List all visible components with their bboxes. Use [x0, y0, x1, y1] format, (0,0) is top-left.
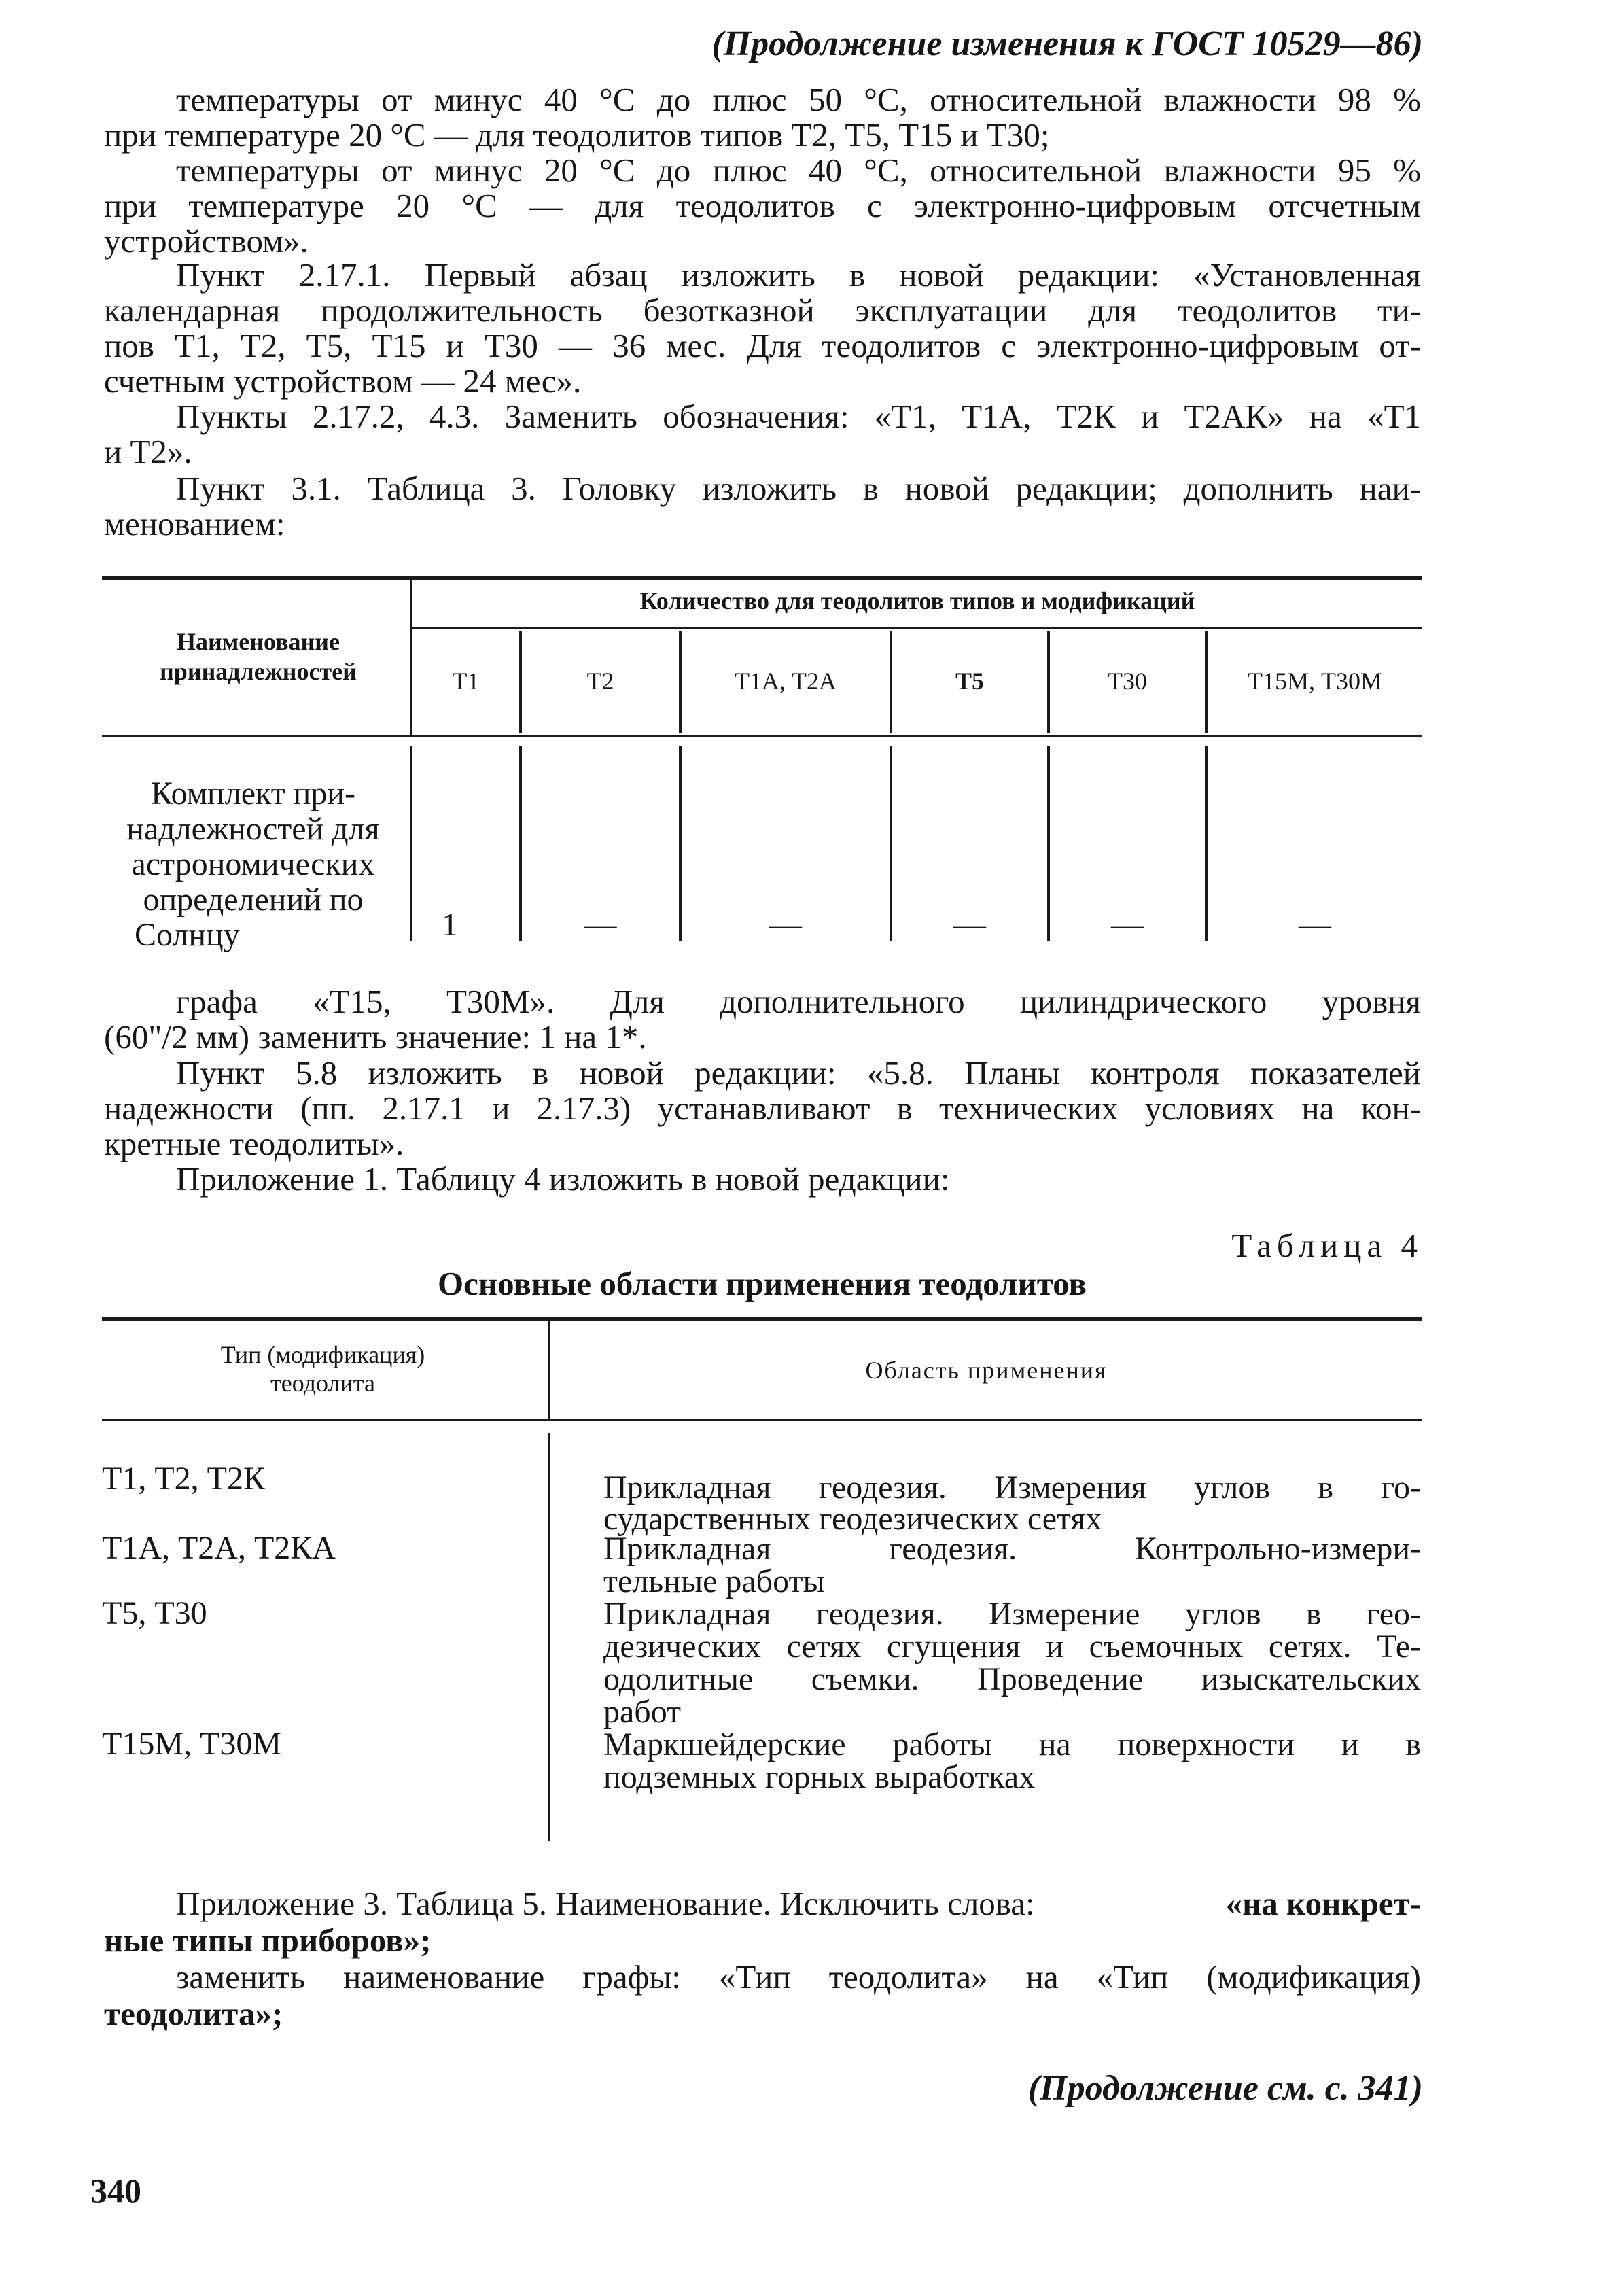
- p2171-line-4: счетным устройством — 24 мес».: [104, 362, 582, 400]
- table4-row-2-area-line-2: тельные работы: [603, 1563, 825, 1599]
- p2171-line-2: календарная продолжительность безотказной эксплуатации для теодолитов ти-: [104, 292, 1421, 329]
- intro-line-2: при температуре 20 °С — для теодолитов типов Т2, Т5, Т15 и Т30;: [104, 116, 1050, 154]
- intro-line-5: устройством».: [104, 222, 309, 260]
- table4-title: Основные области применения теодолитов: [438, 1265, 1087, 1302]
- table3-row-name: [102, 776, 404, 953]
- table3-value-t5: —: [953, 907, 986, 943]
- intro-line-4: при температуре 20 °С — для теодолитов с электронно-цифровым отсчетным: [104, 187, 1421, 224]
- table3-group-rule: [412, 627, 1422, 629]
- table4-top-rule: [102, 1317, 1422, 1321]
- table3-value-t30: —: [1111, 907, 1144, 943]
- table3-value-t1a-t2a: —: [769, 907, 802, 943]
- table4-row-3-area-line-4: работ: [603, 1694, 682, 1730]
- table4-row-1-area-line-1: Прикладная геодезия. Измерения углов в го-: [603, 1469, 1421, 1506]
- table4-row-4-area-line-2: подземных горных выработках: [603, 1759, 1036, 1795]
- table4-row-4-type: Т15М, Т30М: [102, 1726, 281, 1762]
- p58-line-1: Пункт 5.8 изложить в новой редакции: «5.8. Планы контроля показателей: [176, 1054, 1421, 1092]
- p58-line-2: надежности (пп. 2.17.1 и 2.17.3) устанавливают в технических условиях на кон-: [104, 1090, 1421, 1127]
- table3-value-t15m-t30m: —: [1299, 907, 1331, 943]
- table4-row-2-type: Т1А, Т2А, Т2КА: [102, 1530, 336, 1566]
- table4-row-3-area-line-3: одолитные съемки. Проведение изыскательских: [603, 1661, 1421, 1697]
- table3-group-header: Количество для теодолитов типов и модификаций: [639, 587, 1195, 614]
- page-number: 340: [90, 2172, 141, 2210]
- table3-col-t1a-t2a: Т1А, Т2А: [735, 667, 837, 695]
- table3-row-name-line-2: надлежностей для: [126, 811, 380, 847]
- app3-line-1: [176, 1885, 1421, 1921]
- p31-line-1: Пункт 3.1. Таблица 3. Головку изложить в новой редакции; дополнить наи-: [176, 470, 1421, 507]
- table3-row-name-line-4: определений по: [143, 882, 364, 918]
- table3-row-name-line-5: Солнцу: [135, 917, 240, 953]
- intro-line-1: температуры от минус 40 °С до плюс 50 °С, относительной влажности 98 %: [176, 81, 1421, 118]
- table3-body-divider-0: [410, 746, 412, 941]
- table3-col-t15m-t30m: Т15М, Т30М: [1248, 667, 1382, 695]
- table4-col1-header: [102, 1340, 544, 1397]
- table3-col-t1: Т1: [452, 667, 480, 695]
- table4-label: Таблица 4: [1231, 1227, 1423, 1264]
- table4-col1-header-line-1: Тип (модификация): [220, 1341, 425, 1368]
- app3-line-3: заменить наименование графы: «Тип теодолита» на «Тип (модификация): [176, 1958, 1421, 1996]
- table4-row-2-area-line-1: Прикладная геодезия. Контрольно-измери-: [603, 1531, 1421, 1567]
- table4-body-divider: [548, 1433, 550, 1841]
- table4-row-3-type: Т5, Т30: [102, 1595, 207, 1631]
- table3-row-name-line-3: астрономических: [131, 846, 375, 882]
- p58-line-3: кретные теодолиты».: [104, 1125, 404, 1162]
- table4-row-1-area-line-2: сударственных геодезических сетях: [603, 1501, 1102, 1537]
- table3-header-bottom-rule: [102, 735, 1422, 737]
- table4-row-3-area-line-2: дезических сетях сгущения и съемочных сетях. Те-: [603, 1629, 1421, 1665]
- grafa-line-2: (60"/2 мм) заменить значение: 1 на 1*.: [104, 1018, 647, 1056]
- table3-col-t5: Т5: [955, 667, 984, 695]
- p2172-line-2: и Т2».: [104, 433, 192, 470]
- table4-col1-header-line-2: теодолита: [270, 1370, 375, 1397]
- table3-value-t2: —: [584, 907, 617, 943]
- table3-name-header: Наименование принадлежностей: [160, 628, 357, 685]
- table4-row-3-area-line-1: Прикладная геодезия. Измерение углов в гео-: [603, 1596, 1421, 1632]
- running-title: (Продолжение изменения к ГОСТ 10529—86): [711, 24, 1423, 63]
- table4-row-1-type: Т1, Т2, Т2К: [102, 1461, 265, 1497]
- table4-col2-header: Область применения: [865, 1357, 1108, 1384]
- p2171-line-1: Пункт 2.17.1. Первый абзац изложить в новой редакции: «Установленная: [176, 256, 1421, 294]
- table3-col-t30: Т30: [1108, 667, 1147, 695]
- app3-line-1-bold: «на конкрет-: [1225, 1885, 1421, 1922]
- table3-col-t2: Т2: [586, 667, 614, 695]
- table4-row-4-area-line-1: Маркшейдерские работы на поверхности и в: [603, 1726, 1421, 1762]
- p2171-line-3: пов Т1, Т2, Т5, Т15 и Т30 — 36 мес. Для теодолитов с электронно-цифровым от-: [104, 327, 1421, 364]
- app3-line-1-normal: Приложение 3. Таблица 5. Наименование. Исключить слова:: [176, 1885, 1035, 1922]
- p2172-line-1: Пункты 2.17.2, 4.3. Заменить обозначения: «Т1, Т1А, Т2К и Т2АК» на «Т1: [176, 398, 1421, 435]
- app1-line-1: Приложение 1. Таблицу 4 изложить в новой редакции:: [176, 1160, 950, 1198]
- app3-line-4: теодолита»;: [104, 1995, 283, 2032]
- app3-line-2: ные типы приборов»;: [104, 1921, 432, 1959]
- continuation-note: (Продолжение см. с. 341): [1027, 2069, 1423, 2108]
- table4-header-bottom-rule: [102, 1419, 1422, 1421]
- table3-top-rule: [102, 576, 1422, 580]
- grafa-line-1: графа «Т15, Т30М». Для дополнительного цилиндрического уровня: [176, 983, 1421, 1020]
- intro-line-3: температуры от минус 20 °С до плюс 40 °С, относительной влажности 95 %: [176, 152, 1421, 189]
- table3-value-t1: 1: [442, 907, 458, 943]
- table3-row-name-line-1: Комплект при-: [150, 776, 356, 812]
- p31-line-2: менованием:: [104, 505, 285, 542]
